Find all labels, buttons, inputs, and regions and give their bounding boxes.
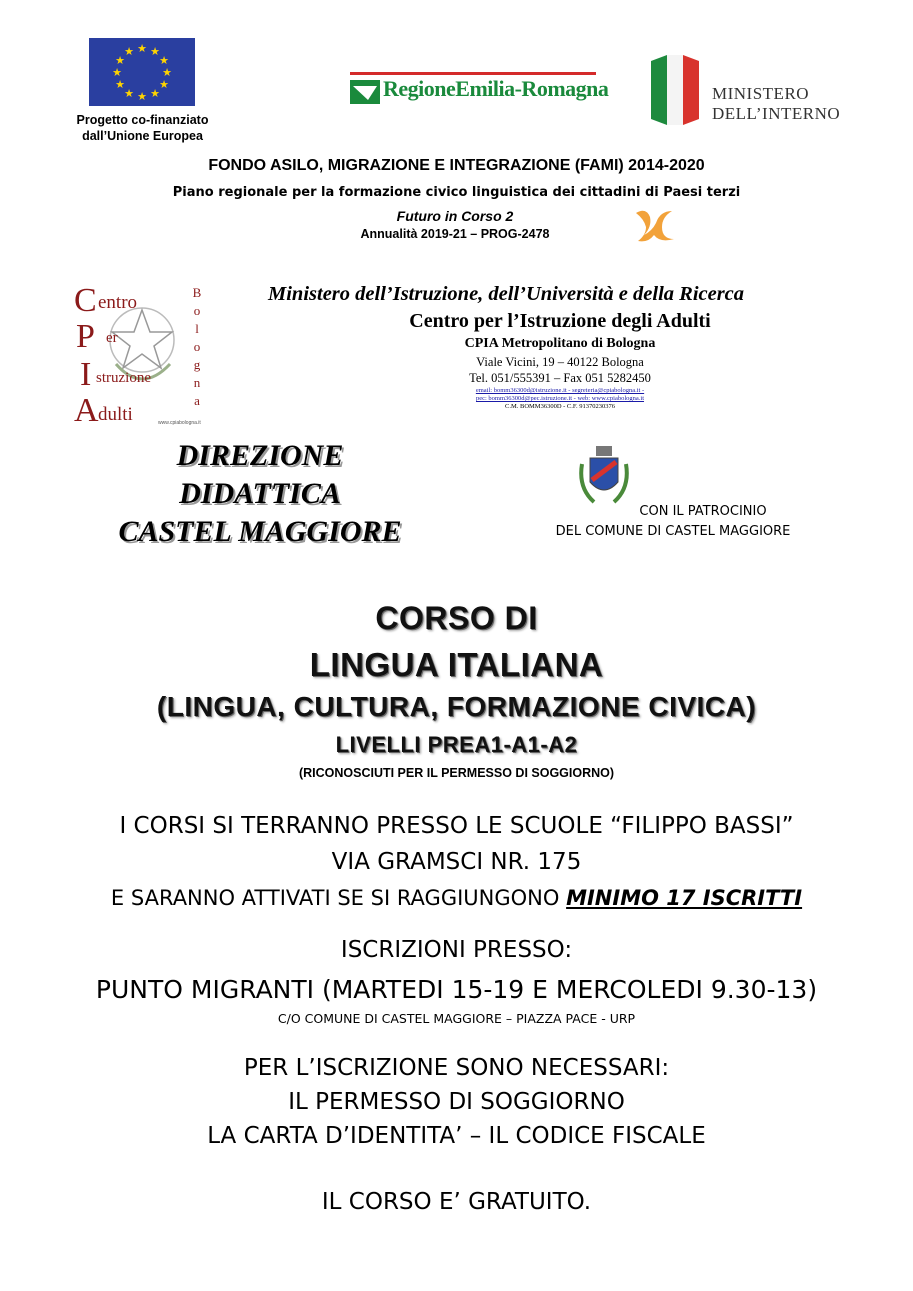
cpia-bologna-letter: o xyxy=(193,303,201,318)
cpia-letter-a: A xyxy=(74,392,99,429)
cpia-name: CPIA Metropolitano di Bologna xyxy=(464,336,656,351)
fami-swirl-icon xyxy=(632,205,678,245)
ministero-line1: MINISTERO xyxy=(712,84,810,103)
svg-text:★: ★ xyxy=(150,45,160,58)
cpia-letter-i: I xyxy=(80,356,92,393)
info-requirement-id: LA CARTA D’IDENTITA’ – IL CODICE FISCALE xyxy=(207,1123,706,1149)
cpia-codes: C.M. BOMM36300D - C.F. 91370230376 xyxy=(505,403,615,410)
svg-text:★: ★ xyxy=(124,45,134,58)
cpia-word-dulti: dulti xyxy=(98,404,133,425)
cpia-word-entro: entro xyxy=(98,292,138,313)
svg-text:★: ★ xyxy=(115,54,125,67)
ministero-line2: DELL’INTERNO xyxy=(712,104,841,123)
eu-caption-line1: Progetto co-finanziato xyxy=(76,113,209,127)
cpia-word-struzione: struzione xyxy=(96,370,151,386)
cpia-bologna-letter: a xyxy=(194,393,200,408)
direzione-didattica xyxy=(60,437,460,551)
info-minimum-emphasis: MINIMO 17 ISCRITTI xyxy=(566,886,803,910)
direzione-line1: DIREZIONE xyxy=(176,439,344,472)
fami-title: FONDO ASILO, MIGRAZIONE E INTEGRAZIONE (FAMI) 2014-2020 xyxy=(208,157,705,174)
patrocinio xyxy=(548,502,798,542)
cpia-bologna-letter: B xyxy=(192,285,202,300)
course-heading-2: LINGUA ITALIANA xyxy=(309,646,604,683)
course-levels: LIVELLI PREA1-A1-A2 xyxy=(335,732,578,757)
crest-icon xyxy=(576,444,632,510)
ministry-title: Ministero dell’Istruzione, dell’Università e della Ricerca xyxy=(268,283,745,305)
cpia-letter-p: P xyxy=(76,318,95,355)
svg-text:★: ★ xyxy=(124,87,134,100)
eu-caption-line2: dall’Unione Europea xyxy=(82,129,203,143)
fami-logo xyxy=(632,205,678,245)
regione-name: RegioneEmilia-Romagna xyxy=(383,76,609,101)
svg-text:★: ★ xyxy=(162,66,172,79)
info-registration-place: PUNTO MIGRANTI (MARTEDI 15-19 E MERCOLEDI 9.30-13) xyxy=(95,975,818,1004)
info-minimum-prefix: E SARANNO ATTIVATI SE SI RAGGIUNGONO xyxy=(110,886,567,910)
svg-text:★: ★ xyxy=(159,78,169,91)
cpia-bologna-letter: n xyxy=(193,375,201,390)
eu-caption xyxy=(60,112,225,144)
info-minimum xyxy=(0,884,913,912)
cpia-bologna-letter: g xyxy=(193,357,201,372)
cpia-address: Viale Vicini, 19 – 40122 Bologna xyxy=(476,355,644,369)
cpia-center-title: Centro per l’Istruzione degli Adulti xyxy=(409,310,711,332)
direzione-line3: CASTEL MAGGIORE xyxy=(118,515,402,548)
svg-text:★: ★ xyxy=(159,54,169,67)
cpia-word-er: er xyxy=(106,330,118,346)
course-recognition: (RICONOSCIUTI PER IL PERMESSO DI SOGGIORNO) xyxy=(298,766,615,780)
svg-text:★: ★ xyxy=(137,42,147,55)
cpia-site: www.cpiabologna.it xyxy=(158,420,201,426)
info-location: I CORSI SI TERRANNO PRESSO LE SCUOLE “FILIPPO BASSI” xyxy=(119,813,794,839)
svg-text:★: ★ xyxy=(112,66,122,79)
info-free-course: IL CORSO E’ GRATUITO. xyxy=(321,1189,592,1215)
info-registration-address: C/O COMUNE DI CASTEL MAGGIORE – PIAZZA PACE - URP xyxy=(277,1011,636,1026)
info-address: VIA GRAMSCI NR. 175 xyxy=(331,849,582,875)
info-requirement-permit: IL PERMESSO DI SOGGIORNO xyxy=(288,1089,625,1115)
direzione-line2: DIDATTICA xyxy=(179,477,341,510)
eu-stars-icon xyxy=(89,38,195,106)
cpia-email[interactable]: email: bomm36300d@istruzione.it - segreteria@cpiabologna.it - xyxy=(475,387,645,394)
eu-flag-logo xyxy=(89,38,195,106)
patrocinio-line2: DEL COMUNE DI CASTEL MAGGIORE xyxy=(555,524,791,539)
svg-text:★: ★ xyxy=(115,78,125,91)
italian-flag-icon xyxy=(651,55,699,125)
cpia-bologna-letter: o xyxy=(193,339,201,354)
svg-text:★: ★ xyxy=(137,90,147,103)
cpia-bologna-vertical xyxy=(190,284,204,410)
info-requirements-title: PER L’ISCRIZIONE SONO NECESSARI: xyxy=(243,1055,670,1081)
comune-crest xyxy=(576,444,632,510)
svg-text:★: ★ xyxy=(150,87,160,100)
fami-subtitle: Piano regionale per la formazione civico linguistica dei cittadini di Paesi terzi xyxy=(172,185,741,200)
fami-project: Futuro in Corso 2 xyxy=(396,208,514,224)
cpia-bologna-letter: l xyxy=(195,321,199,336)
ministero-name xyxy=(712,84,840,124)
cpia-phone: Tel. 051/555391 – Fax 051 5282450 xyxy=(469,371,651,385)
cpia-pec[interactable]: pec: bomm36300d@pec.istruzione.it - web: www.cpiabologna.it xyxy=(475,395,645,402)
info-registration-title: ISCRIZIONI PRESSO: xyxy=(340,937,573,963)
course-heading-3: (LINGUA, CULTURA, FORMAZIONE CIVICA) xyxy=(156,691,757,722)
cpia-letter-c: C xyxy=(74,282,97,319)
fami-annuality: Annualità 2019-21 – PROG-2478 xyxy=(360,227,550,241)
ministero-flag-logo xyxy=(651,55,699,125)
course-heading-1: CORSO DI xyxy=(375,600,538,636)
patrocinio-line1: CON IL PATROCINIO xyxy=(639,504,767,519)
